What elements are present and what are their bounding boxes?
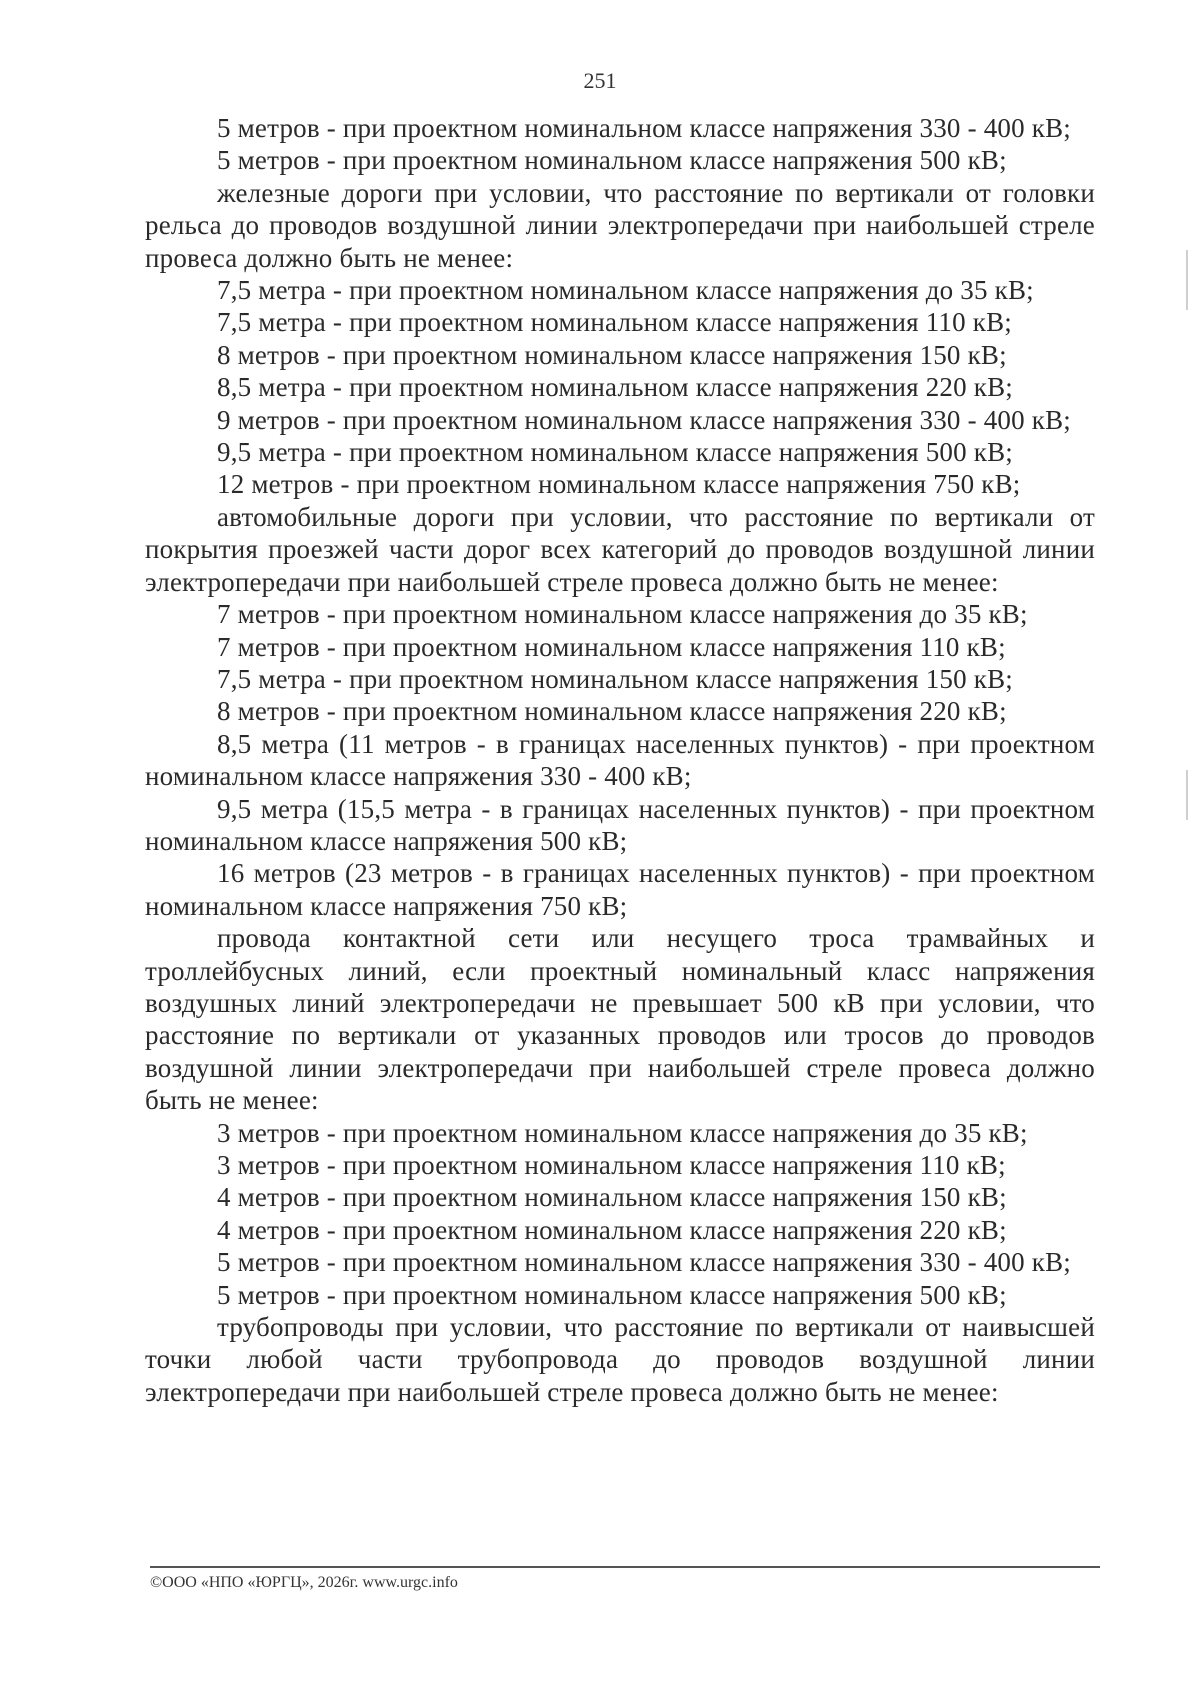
paragraph: 4 метров - при проектном номинальном классе напряжения 150 кВ; — [217, 1182, 1007, 1213]
paragraph: 8,5 метра - при проектном номинальном классе напряжения 220 кВ; — [217, 372, 1013, 403]
page-number: 251 — [583, 68, 617, 93]
paragraph: 8 метров - при проектном номинальном классе напряжения 150 кВ; — [217, 339, 1007, 370]
paragraph: 8 метров - при проектном номинальном классе напряжения 220 кВ; — [217, 696, 1007, 727]
paragraph: 5 метров - при проектном номинальном классе напряжения 330 - 400 кВ; — [217, 1247, 1072, 1278]
paragraph: 5 метров - при проектном номинальном классе напряжения 330 - 400 кВ; — [217, 113, 1072, 143]
paragraph: 5 метров - при проектном номинальном классе напряжения 500 кВ; — [217, 1279, 1007, 1310]
paragraph: 8,5 метра (11 метров - в границах населенных пунктов) - при проектном номинальном классе напряжения 330 - 400 кВ; — [145, 728, 1095, 792]
paragraph: 9 метров - при проектном номинальном классе напряжения 330 - 400 кВ; — [217, 404, 1072, 435]
footer-divider — [150, 1566, 1100, 1568]
footer-copyright: ©ООО «НПО «ЮРГЦ», 2026г. www.urgc.info — [150, 1574, 458, 1591]
paragraph: 7 метров - при проектном номинальном классе напряжения 110 кВ; — [217, 631, 1006, 662]
scan-artifact — [1186, 250, 1188, 310]
paragraph: 7,5 метра - при проектном номинальном классе напряжения 110 кВ; — [217, 307, 1012, 338]
paragraph: 7 метров - при проектном номинальном классе напряжения до 35 кВ; — [217, 599, 1028, 630]
paragraph: железные дороги при условии, что расстояние по вертикали от головки рельса до проводов воздушной линии электропередачи при наибольшей стреле провеса должно быть не менее: — [145, 177, 1095, 273]
paragraph: 7,5 метра - при проектном номинальном классе напряжения 150 кВ; — [217, 663, 1013, 694]
paragraph: 5 метров - при проектном номинальном классе напряжения 500 кВ; — [217, 145, 1007, 176]
scan-artifact — [1186, 770, 1188, 820]
document-body — [145, 112, 1095, 1408]
paragraph: 3 метров - при проектном номинальном классе напряжения до 35 кВ; — [217, 1117, 1028, 1148]
paragraph: автомобильные дороги при условии, что расстояние по вертикали от покрытия проезжей части дорог всех категорий до проводов воздушной линии электропередачи при наибольшей стреле провеса должно быть не менее: — [145, 501, 1095, 597]
paragraph: 4 метров - при проектном номинальном классе напряжения 220 кВ; — [217, 1214, 1007, 1245]
paragraph: 7,5 метра - при проектном номинальном классе напряжения до 35 кВ; — [217, 275, 1034, 306]
paragraph: 12 метров - при проектном номинальном классе напряжения 750 кВ; — [217, 469, 1021, 500]
paragraph: 9,5 метра - при проектном номинальном классе напряжения 500 кВ; — [217, 437, 1013, 468]
paragraph: 9,5 метра (15,5 метра - в границах населенных пунктов) - при проектном номинальном классе напряжения 500 кВ; — [145, 793, 1095, 856]
paragraph: провода контактной сети или несущего троса трамвайных и троллейбусных линий, если проектный номинальный класс напряжения воздушных линий электропередачи не превышает 500 кВ при условии, что расстояние по вертикали от указанных проводов или тросов до проводов воздушной линии электропередачи при наибольшей стреле провеса должно быть не менее: — [145, 923, 1095, 1116]
paragraph: 3 метров - при проектном номинальном классе напряжения 110 кВ; — [217, 1150, 1006, 1180]
paragraph: 16 метров (23 метров - в границах населенных пунктов) - при проектном номинальном классе напряжения 750 кВ; — [145, 858, 1095, 921]
paragraph: трубопроводы при условии, что расстояние по вертикали от наивысшей точки любой части трубопровода до проводов воздушной линии электропередачи при наибольшей стреле провеса должно быть не менее: — [145, 1312, 1095, 1407]
